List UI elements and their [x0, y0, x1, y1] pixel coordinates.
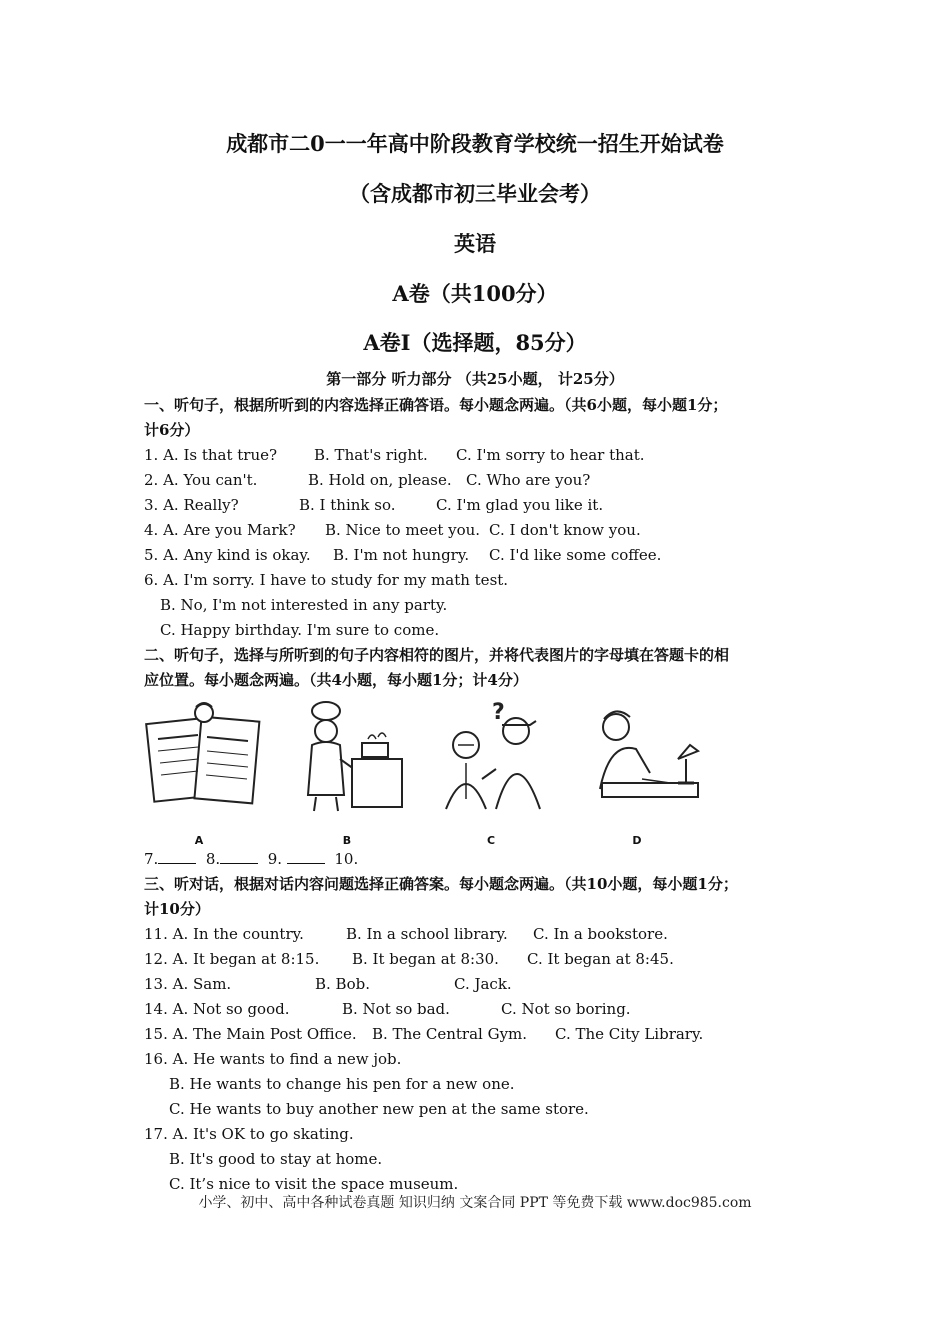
newspaper-reader-illustration: [144, 699, 274, 827]
question-row: [144, 922, 824, 947]
picture-a-label: A: [194, 834, 204, 847]
question-row: [144, 493, 824, 518]
option-a: 15. A. The Main Post Office.: [144, 1025, 357, 1043]
blank-9-number: 9.: [267, 850, 283, 868]
question-row: [144, 518, 824, 543]
option-a: 3. A. Really?: [144, 496, 239, 514]
q6-option-b: B. No, I'm not interested in any party.: [160, 596, 448, 614]
option-c: C. Who are you?: [466, 471, 591, 489]
q17-option-b: B. It's good to stay at home.: [169, 1150, 383, 1168]
blank-7[interactable]: [158, 847, 196, 864]
option-b: B. Bob.: [315, 975, 370, 993]
q3-instruction: 三、听对话，根据对话内容问题选择正确答案。每小题念两遍。（共10小题，每小题1分；: [144, 875, 738, 893]
q6-option-a: 6. A. I'm sorry. I have to study for my math test.: [144, 571, 509, 589]
q1-instruction-cont: 计6分）: [144, 421, 200, 439]
q2-instruction: 二、听句子，选择与所听到的句子内容相符的图片，并将代表图片的字母填在答题卡的相: [144, 646, 730, 664]
option-a: 1. A. Is that true?: [144, 446, 278, 464]
picture-d-label: D: [632, 834, 642, 847]
picture-c-label: C: [486, 834, 496, 847]
option-c: C. I'd like some coffee.: [489, 546, 662, 564]
q1-instruction: 一、听句子，根据所听到的内容选择正确答语。每小题念两遍。（共6小题，每小题1分；: [144, 396, 728, 414]
option-c: C. In a bookstore.: [533, 925, 668, 943]
option-c: C. I'm glad you like it.: [436, 496, 604, 514]
q17-option-c: C. It’s nice to visit the space museum.: [169, 1175, 459, 1193]
option-c: C. Not so boring.: [501, 1000, 631, 1018]
svg-text:?: ?: [492, 700, 505, 725]
blank-10-number: 10.: [334, 850, 359, 868]
q3-instruction-cont: 计10分）: [144, 900, 210, 918]
question-row: [144, 468, 824, 493]
option-a: 12. A. It began at 8:15.: [144, 950, 320, 968]
picture-b: [292, 699, 422, 847]
q16-option-c: C. He wants to buy another new pen at the same store.: [169, 1100, 589, 1118]
subject-title: 英语: [454, 231, 496, 256]
paper-title: A卷（共100分）: [392, 281, 558, 306]
question-row: [144, 972, 824, 997]
q2-instruction-cont: 应位置。每小题念两遍。（共4小题，每小题1分；计4分）: [144, 671, 528, 689]
exam-subtitle: （含成都市初三毕业会考）: [349, 181, 601, 206]
q17-option-a: 17. A. It's OK to go skating.: [144, 1125, 354, 1143]
section-title: A卷Ⅰ（选择题，85分）: [363, 330, 587, 355]
option-b: B. It began at 8:30.: [352, 950, 499, 968]
blank-8-number: 8.: [205, 850, 221, 868]
option-c: C. Jack.: [454, 975, 512, 993]
boy-asking-man-illustration: [436, 699, 566, 827]
picture-c: [436, 699, 566, 847]
option-a: 5. A. Any kind is okay.: [144, 546, 311, 564]
page-footer: 小学、初中、高中各种试卷真题 知识归纳 文案合同 PPT 等免费下载 www.doc985.com: [198, 1195, 752, 1211]
question-row: [144, 1022, 824, 1047]
option-a: 14. A. Not so good.: [144, 1000, 290, 1018]
question-row: [144, 947, 824, 972]
question-row: [144, 543, 824, 568]
question-row: [144, 997, 824, 1022]
exam-title: 成都市二0一一年高中阶段教育学校统一招生开始试卷: [226, 131, 724, 156]
option-b: B. The Central Gym.: [372, 1025, 528, 1043]
picture-options: [144, 699, 824, 847]
exam-body: [144, 393, 824, 1197]
option-b: B. In a school library.: [346, 925, 508, 943]
boy-writing-at-desk-illustration: [582, 699, 712, 827]
option-c: C. The City Library.: [555, 1025, 704, 1043]
picture-d: [582, 699, 712, 847]
option-b: B. Hold on, please.: [308, 471, 452, 489]
blank-8[interactable]: [220, 847, 258, 864]
option-b: B. That's right.: [314, 446, 428, 464]
option-b: B. Nice to meet you.: [325, 521, 481, 539]
q16-option-a: 16. A. He wants to find a new job.: [144, 1050, 402, 1068]
question-row: [144, 443, 824, 468]
option-b: B. I think so.: [299, 496, 396, 514]
picture-b-label: B: [342, 834, 352, 847]
option-c: C. I don't know you.: [489, 521, 641, 539]
blank-7-number: 7.: [144, 850, 159, 868]
picture-a: [144, 699, 274, 847]
option-a: 11. A. In the country.: [144, 925, 304, 943]
q16-option-b: B. He wants to change his pen for a new one.: [169, 1075, 515, 1093]
option-a: 4. A. Are you Mark?: [144, 521, 296, 539]
option-a: 13. A. Sam.: [144, 975, 232, 993]
answer-blanks-row: [144, 847, 824, 872]
blank-9[interactable]: [287, 847, 325, 864]
option-a: 2. A. You can't.: [144, 471, 258, 489]
option-b: B. I'm not hungry.: [333, 546, 470, 564]
option-b: B. Not so bad.: [342, 1000, 450, 1018]
q6-option-c: C. Happy birthday. I'm sure to come.: [160, 621, 440, 639]
chef-cooking-illustration: [292, 699, 422, 827]
option-c: C. I'm sorry to hear that.: [456, 446, 645, 464]
option-c: C. It began at 8:45.: [527, 950, 674, 968]
part-title: 第一部分 听力部分 （共25小题， 计25分）: [326, 370, 624, 388]
